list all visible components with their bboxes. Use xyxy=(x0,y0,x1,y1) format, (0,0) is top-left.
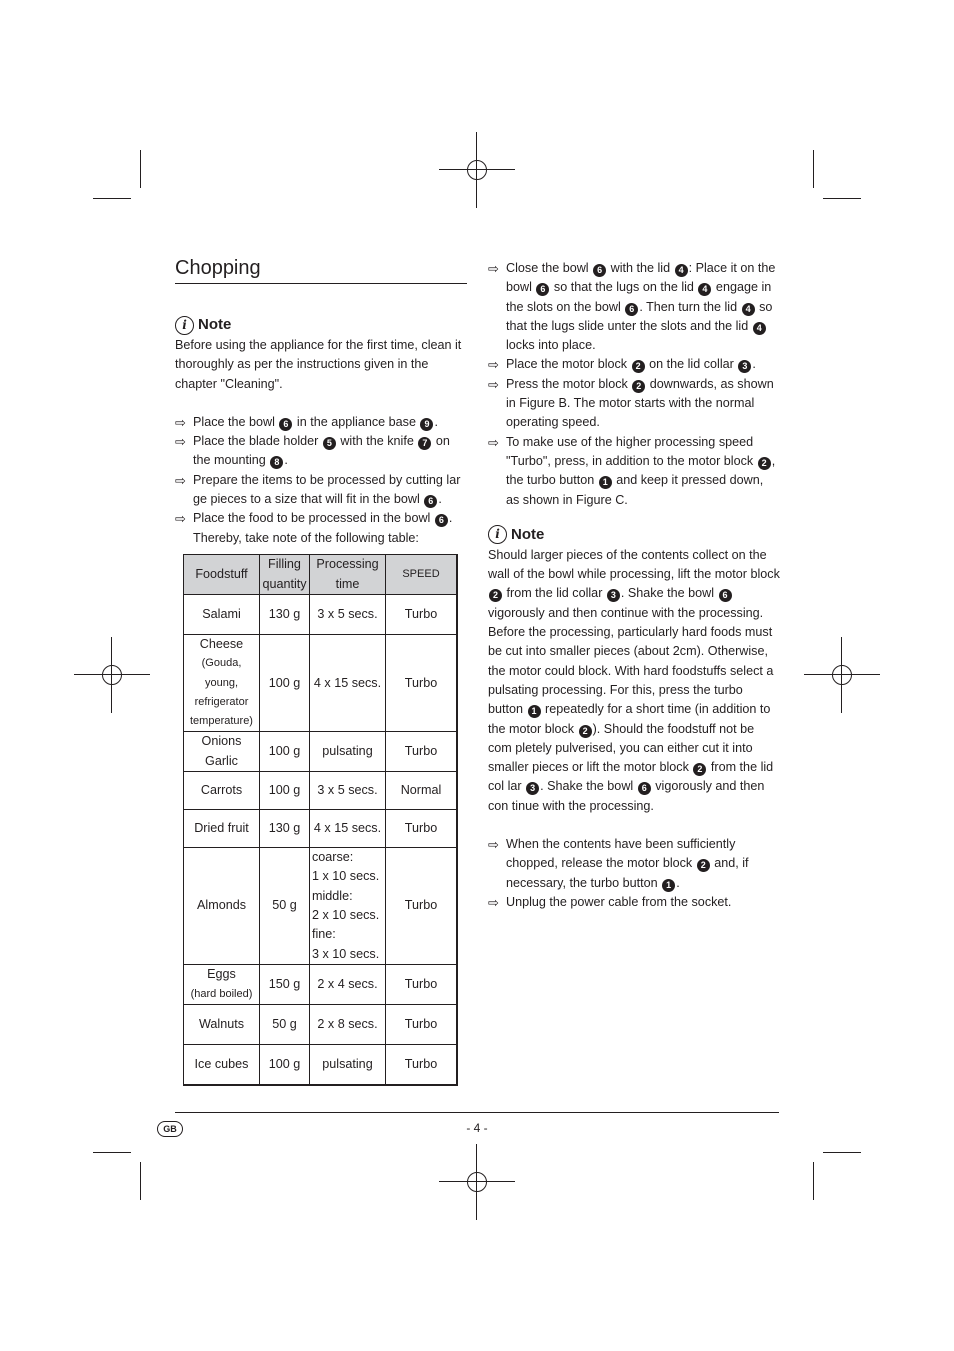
language-badge: GB xyxy=(157,1121,183,1137)
cell-filling-quantity: 100 g xyxy=(260,732,310,772)
instruction-list xyxy=(488,259,780,510)
instruction-text: When the contents have been sufficiently chopped, release the motor block 2 and, if necessary, the turbo button 1 . xyxy=(506,837,749,890)
crop-mark xyxy=(140,1162,141,1200)
table-header-row xyxy=(184,555,458,595)
instruction-step xyxy=(175,432,467,471)
foodstuff-name: Dried fruit xyxy=(194,820,249,835)
instruction-text: Press the motor block 2 downwards, as shown in Figure B. The motor starts with the normal operating speed. xyxy=(506,376,774,430)
left-column xyxy=(175,256,467,548)
cell-foodstuff xyxy=(184,772,260,810)
part-number-badge: 1 xyxy=(528,705,541,718)
foodstuff-name: Walnuts xyxy=(198,1016,245,1031)
processing-table xyxy=(183,554,458,1086)
instruction-text: Unplug the power cable from the socket. xyxy=(506,894,732,909)
part-number-badge: 6 xyxy=(719,589,732,602)
part-number-badge: 2 xyxy=(758,457,771,470)
page-number: - 4 - xyxy=(466,1121,488,1135)
table-row xyxy=(184,595,458,635)
header-processing-time: Processing time xyxy=(310,555,386,595)
cell-processing-time: 2 x 4 secs. xyxy=(310,965,386,1005)
part-number-badge: 6 xyxy=(593,264,606,277)
cell-speed: Turbo xyxy=(386,732,458,772)
instruction-text: Prepare the items to be processed by cutting lar ge pieces to a size that will fit in the bowl 6 . xyxy=(193,472,461,507)
foodstuff-name: Carrots xyxy=(200,782,243,797)
arrow-right-icon: ⇨ xyxy=(488,894,499,910)
cell-speed: Turbo xyxy=(386,635,458,732)
part-number-badge: 6 xyxy=(435,514,448,527)
registration-mark xyxy=(804,637,880,713)
instruction-text: Close the bowl 6 with the lid 4 : Place it on the bowl 6 so that the lugs on the lid 4 engage in the slots on the bowl 6 . Then turn the lid 4 so that the lugs slide unter the slots and the lid 4 locks into place. xyxy=(506,261,776,353)
header-foodstuff: Foodstuff xyxy=(184,555,260,595)
instruction-step xyxy=(488,893,780,912)
part-number-badge: 6 xyxy=(625,303,638,316)
table-row xyxy=(184,848,458,965)
part-number-badge: 9 xyxy=(420,418,433,431)
part-number-badge: 2 xyxy=(693,763,706,776)
arrow-right-icon: ⇨ xyxy=(488,376,499,392)
part-number-badge: 6 xyxy=(638,782,651,795)
part-number-badge: 4 xyxy=(698,283,711,296)
part-number-badge: 4 xyxy=(742,303,755,316)
part-number-badge: 4 xyxy=(675,264,688,277)
cell-processing-time: coarse: 1 x 10 secs. middle: 2 x 10 secs. fine: 3 x 10 secs. xyxy=(310,848,386,965)
crop-mark xyxy=(823,1152,861,1153)
arrow-right-icon: ⇨ xyxy=(488,434,499,450)
note-text: Should larger pieces of the contents collect on the wall of the bowl while processing, lift the motor block 2 from the lid collar 3 . Shake the bowl 6 vigorously and then continue with the processing. Before the processing, particularly hard foods must be cut into smaller pieces (about 2cm). Otherwise, the motor could block. With hard foodstuffs select a pulsating processing. For this, press the turbo button 1 repeatedly for a short time (in addition to the motor block 2 ). Should the foodstuff not be com pletely pulverised, you can either cut it into smaller pieces or lift the motor block 2 from the lid col lar 3 . Shake the bowl 6 vigorously and then con tinue with the processing. xyxy=(488,547,780,813)
table-row xyxy=(184,1005,458,1045)
part-number-badge: 6 xyxy=(424,495,437,508)
cell-filling-quantity: 150 g xyxy=(260,965,310,1005)
cell-processing-time: 3 x 5 secs. xyxy=(310,595,386,635)
registration-mark xyxy=(439,1144,515,1220)
cell-speed: Turbo xyxy=(386,1005,458,1045)
instruction-step xyxy=(488,355,780,374)
cell-speed: Turbo xyxy=(386,595,458,635)
header-filling-quantity: Filling quantity xyxy=(260,555,310,595)
note-heading-label: Note xyxy=(198,316,232,334)
page-title: Chopping xyxy=(175,256,467,284)
cell-processing-time: 3 x 5 secs. xyxy=(310,772,386,810)
crop-mark xyxy=(813,1162,814,1200)
part-number-badge: 2 xyxy=(632,360,645,373)
part-number-badge: 5 xyxy=(323,437,336,450)
instruction-step xyxy=(175,471,467,510)
part-number-badge: 3 xyxy=(526,782,539,795)
part-number-badge: 1 xyxy=(662,879,675,892)
cell-foodstuff xyxy=(184,1045,260,1085)
instruction-step xyxy=(175,509,467,548)
arrow-right-icon: ⇨ xyxy=(175,511,186,527)
cell-filling-quantity: 130 g xyxy=(260,595,310,635)
note-heading xyxy=(175,314,467,336)
part-number-badge: 2 xyxy=(632,380,645,393)
table-row xyxy=(184,810,458,848)
arrow-right-icon: ⇨ xyxy=(488,837,499,853)
crop-mark xyxy=(93,1152,131,1153)
part-number-badge: 6 xyxy=(279,418,292,431)
foodstuff-note: (hard boiled) xyxy=(190,987,253,1000)
instruction-text: Place the blade holder 5 with the knife 7 on the mounting 8 . xyxy=(193,434,450,468)
cell-processing-time: 2 x 8 secs. xyxy=(310,1005,386,1045)
instruction-step xyxy=(175,413,467,432)
arrow-right-icon: ⇨ xyxy=(488,261,499,276)
note-heading xyxy=(488,524,780,546)
footer-rule xyxy=(175,1112,779,1113)
cell-processing-time: 4 x 15 secs. xyxy=(310,810,386,848)
instruction-text: Place the motor block 2 on the lid collar 3 . xyxy=(506,357,756,372)
info-icon: i xyxy=(175,316,194,335)
part-number-badge: 4 xyxy=(753,322,766,335)
registration-mark xyxy=(74,637,150,713)
cell-foodstuff xyxy=(184,1005,260,1045)
header-speed: SPEED xyxy=(386,555,458,595)
crop-mark xyxy=(813,150,814,188)
info-icon: i xyxy=(488,525,507,544)
foodstuff-name: Salami xyxy=(202,606,241,621)
arrow-right-icon: ⇨ xyxy=(488,357,499,373)
crop-mark xyxy=(823,198,861,199)
instruction-text: Place the bowl 6 in the appliance base 9 . xyxy=(193,414,438,429)
crop-mark xyxy=(140,150,141,188)
cell-foodstuff xyxy=(184,595,260,635)
instruction-list xyxy=(175,413,467,548)
part-number-badge: 7 xyxy=(418,437,431,450)
cell-filling-quantity: 50 g xyxy=(260,1005,310,1045)
part-number-badge: 2 xyxy=(697,859,710,872)
cell-filling-quantity: 130 g xyxy=(260,810,310,848)
instruction-text: To make use of the higher processing speed "Turbo", press, in addition to the motor block 2 , the turbo button 1 and keep it pressed down, as shown in Figure C. xyxy=(506,434,776,507)
arrow-right-icon: ⇨ xyxy=(175,434,186,450)
arrow-right-icon: ⇨ xyxy=(175,414,186,430)
part-number-badge: 2 xyxy=(579,725,592,738)
instruction-list xyxy=(488,835,780,912)
cell-filling-quantity: 100 g xyxy=(260,1045,310,1085)
registration-mark xyxy=(439,132,515,208)
table-row xyxy=(184,732,458,772)
foodstuff-name: Cheese xyxy=(199,637,244,651)
part-number-badge: 1 xyxy=(599,476,612,489)
right-column xyxy=(488,259,780,912)
cell-processing-time: pulsating xyxy=(310,1045,386,1085)
table-row xyxy=(184,965,458,1005)
instruction-text: Place the food to be processed in the bowl 6 . Thereby, take note of the following table: xyxy=(193,511,453,545)
arrow-right-icon: ⇨ xyxy=(175,472,186,488)
part-number-badge: 3 xyxy=(738,360,751,373)
foodstuff-name: Eggs xyxy=(207,967,236,982)
cell-foodstuff xyxy=(184,848,260,965)
cell-filling-quantity: 50 g xyxy=(260,848,310,965)
foodstuff-name: Ice cubes xyxy=(194,1056,249,1071)
cell-speed: Normal xyxy=(386,772,458,810)
cell-foodstuff xyxy=(184,810,260,848)
part-number-badge: 3 xyxy=(607,589,620,602)
instruction-step xyxy=(488,259,780,355)
cell-processing-time: 4 x 15 secs. xyxy=(310,635,386,732)
part-number-badge: 6 xyxy=(536,283,549,296)
note-text: Before using the appliance for the first time, clean it thoroughly as per the instructions given in the chapter "Cleaning". xyxy=(175,338,462,391)
part-number-badge: 2 xyxy=(489,589,502,602)
cell-filling-quantity: 100 g xyxy=(260,772,310,810)
note-heading-label: Note xyxy=(511,526,545,544)
cell-foodstuff xyxy=(184,732,260,772)
instruction-step xyxy=(488,433,780,510)
cell-speed: Turbo xyxy=(386,810,458,848)
table-row xyxy=(184,772,458,810)
foodstuff-name: Onions Garlic xyxy=(201,734,242,768)
cell-speed: Turbo xyxy=(386,848,458,965)
instruction-step xyxy=(488,835,780,893)
cell-foodstuff xyxy=(184,965,260,1005)
cell-processing-time: pulsating xyxy=(310,732,386,772)
instruction-step xyxy=(488,375,780,433)
foodstuff-note: (Gouda, young, refrigerator temperature) xyxy=(190,657,253,728)
foodstuff-name: Almonds xyxy=(197,898,246,913)
part-number-badge: 8 xyxy=(270,456,283,469)
table-row xyxy=(184,635,458,732)
cell-foodstuff xyxy=(184,635,260,732)
cell-filling-quantity: 100 g xyxy=(260,635,310,732)
table-row xyxy=(184,1045,458,1085)
cell-speed: Turbo xyxy=(386,1045,458,1085)
crop-mark xyxy=(93,198,131,199)
cell-speed: Turbo xyxy=(386,965,458,1005)
